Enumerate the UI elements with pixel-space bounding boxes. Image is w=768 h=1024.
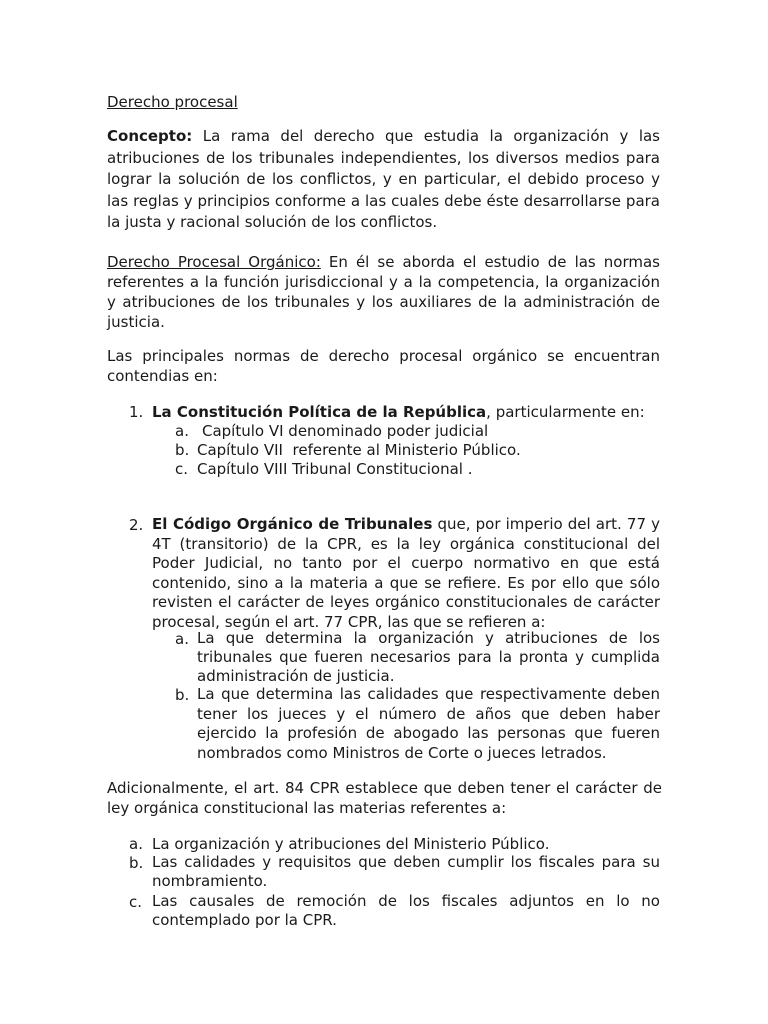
list2-item-a: La organización y atribuciones del Ministerio Público. (152, 835, 550, 853)
concepto-paragraph (107, 126, 660, 234)
organico-paragraph (107, 252, 660, 332)
adicional-paragraph: Adicionalmente, el art. 84 CPR establece que deben tener el carácter de ley orgánica constitucional las materias referentes a: (107, 779, 662, 817)
list2-item-b-marker: b. (129, 854, 144, 872)
list1-item2-text: que, por imperio del art. 77 y 4T (transitorio) de la CPR, es la ley orgánica constitucional del Poder Judicial, no tanto por el cuerpo normativo en que está contenido, sino a la materia a que se refiere. Es por ello que sólo revisten el carácter de leyes orgánico constitucionales de carácter procesal, según el art. 77 CPR, las que se refieren a: (152, 515, 661, 631)
list1-item1-sub-c-marker: c. (175, 460, 189, 478)
organico-text: En él se aborda el estudio de las normas referentes a la función jurisdiccional y a la competencia, la organización y atribuciones de los tribunales y los auxiliares de la administración de justicia. (107, 253, 660, 331)
organico-label: Derecho Procesal Orgánico: (107, 253, 321, 271)
list1-item2 (152, 515, 660, 632)
list2-item-c-marker: c. (129, 893, 143, 911)
list1-item1-sub-b-marker: b. (175, 441, 190, 459)
list1-item1-sub-b: Capítulo VII referente al Ministerio Público. (197, 441, 521, 459)
list1-item2-bold: El Código Orgánico de Tribunales (152, 515, 433, 533)
list1-item2-marker: 2. (129, 516, 144, 534)
list2-item-b: Las calidades y requisitos que deben cumplir los fiscales para su nombramiento. (152, 853, 660, 890)
page-title: Derecho procesal (107, 93, 238, 111)
principales-paragraph: Las principales normas de derecho procesal orgánico se encuentran contendias en: (107, 347, 660, 385)
list2-item-a-marker: a. (129, 835, 143, 853)
list1-item1-marker: 1. (129, 403, 144, 421)
list1-item1 (152, 402, 662, 422)
list1-item2-sub-b-marker: b. (175, 686, 190, 704)
list1-item2-sub-a: La que determina la organización y atribuciones de los tribunales que fueren necesarios para la pronta y cumplida administración de justicia. (197, 629, 660, 685)
list2-item-c: Las causales de remoción de los fiscales adjuntos en lo no contemplado por la CPR. (152, 892, 660, 929)
list1-item2-sub-b: La que determina las calidades que respectivamente deben tener los jueces y el número de años que deben haber ejercido la profesión de abogado las personas que fueren nombrados como Ministros de Corte o jueces letrados. (197, 685, 660, 762)
concepto-text: La rama del derecho que estudia la organización y las atribuciones de los tribunales independientes, los diversos medios para lograr la solución de los conflictos, y en particular, el debido proceso y las reglas y principios conforme a las cuales debe éste desarrollarse para la justa y racional solución de los conflictos. (107, 127, 660, 232)
list1-item1-sub-c: Capítulo VIII Tribunal Constitucional . (197, 460, 473, 478)
list1-item1-bold: La Constitución Política de la República (152, 403, 487, 421)
list1-item1-sub-a: Capítulo VI denominado poder judicial (202, 422, 489, 440)
list1-item2-sub-a-marker: a. (175, 630, 189, 648)
list1-item1-sub-a-marker: a. (175, 422, 189, 440)
concepto-label: Concepto: (107, 127, 193, 145)
list1-item1-text: , particularmente en: (486, 403, 645, 421)
